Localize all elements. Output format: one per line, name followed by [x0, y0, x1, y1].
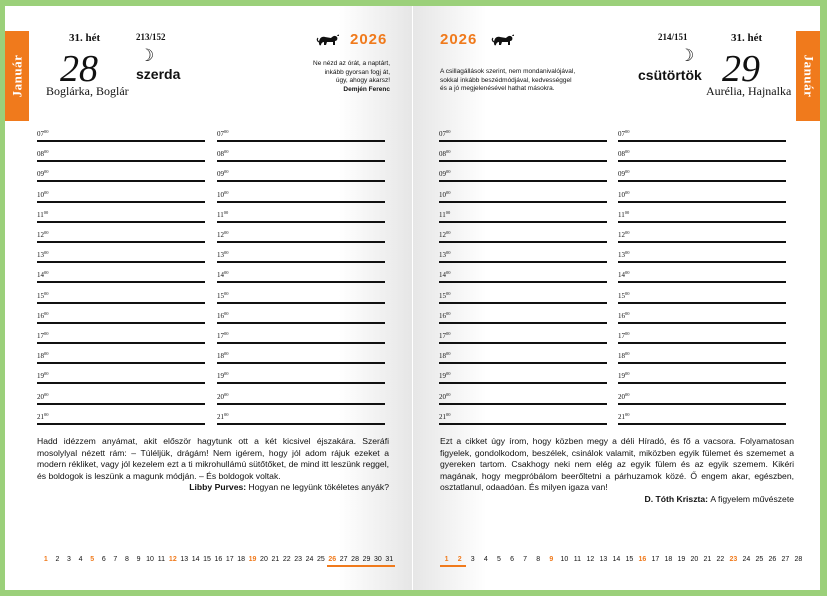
calendar-day[interactable]: 22 — [716, 556, 725, 563]
hour-label: $14^{00}$ — [439, 270, 451, 280]
calendar-day[interactable]: 20 — [260, 556, 268, 563]
calendar-day[interactable]: 20 — [690, 556, 699, 563]
day-number: 28 — [60, 48, 98, 90]
hour-label: $18^{00}$ — [439, 351, 451, 361]
hour-label: $09^{00}$ — [37, 169, 49, 179]
calendar-day[interactable]: 4 — [483, 556, 488, 563]
calendar-day[interactable]: 8 — [536, 556, 541, 563]
quote-line: inkább gyorsan fogj át, — [324, 68, 390, 76]
hour-slot[interactable] — [618, 304, 786, 324]
prose-book: A figyelem művészete — [710, 493, 794, 504]
hour-slot[interactable] — [439, 122, 607, 142]
hour-label: $18^{00}$ — [618, 351, 630, 361]
calendar-day[interactable]: 15 — [203, 556, 211, 563]
hour-slot[interactable] — [37, 284, 205, 304]
hour-label: $11^{00}$ — [618, 209, 630, 219]
calendar-day[interactable]: 24 — [305, 556, 314, 563]
calendar-day[interactable]: 29 — [361, 556, 372, 567]
hour-label: $18^{00}$ — [217, 351, 229, 361]
hour-label: $07^{00}$ — [37, 129, 49, 138]
hour-label: $13^{00}$ — [618, 250, 630, 260]
quote-line: sokkal inkább beszédmódjával, kedvességgel — [440, 76, 572, 84]
writing-line — [618, 423, 786, 425]
prose-passage — [440, 436, 794, 506]
calendar-day[interactable]: 11 — [157, 556, 166, 563]
hour-slot[interactable] — [439, 243, 607, 263]
hour-slot[interactable] — [217, 385, 385, 405]
hour-slot[interactable] — [37, 364, 205, 384]
calendar-day[interactable]: 1 — [440, 556, 453, 567]
hour-label: $16^{00}$ — [439, 310, 451, 320]
diary-spread — [5, 6, 820, 590]
quote-author: Demjén Ferenc — [343, 85, 390, 93]
hour-label: $16^{00}$ — [618, 310, 630, 320]
hour-slot[interactable] — [439, 183, 607, 203]
hour-slot[interactable] — [439, 304, 607, 324]
hour-label: $21^{00}$ — [439, 411, 451, 421]
calendar-day[interactable]: 10 — [560, 556, 569, 563]
hour-slot[interactable] — [37, 142, 205, 162]
calendar-day[interactable]: 5 — [90, 556, 95, 563]
calendar-day[interactable]: 11 — [573, 556, 581, 563]
calendar-day[interactable]: 4 — [78, 556, 83, 563]
hour-slot[interactable] — [217, 203, 385, 223]
calendar-day[interactable]: 12 — [586, 556, 595, 563]
hour-label: $17^{00}$ — [618, 331, 630, 340]
daily-quote — [440, 68, 575, 94]
hour-label: $12^{00}$ — [439, 230, 451, 239]
hour-slot[interactable] — [37, 183, 205, 203]
year-label: 2026 — [440, 31, 478, 48]
right-page — [413, 6, 820, 590]
hour-slot[interactable] — [37, 324, 205, 344]
hour-slot[interactable] — [618, 284, 786, 304]
hour-slot[interactable] — [217, 263, 385, 283]
hour-label: $20^{00}$ — [217, 391, 229, 401]
calendar-day[interactable]: 2 — [55, 556, 60, 563]
hour-slot[interactable] — [439, 223, 607, 243]
hour-slot[interactable] — [217, 364, 385, 384]
calendar-day[interactable]: 23 — [729, 556, 738, 563]
calendar-day[interactable]: 8 — [125, 556, 129, 563]
hour-label: $14^{00}$ — [618, 270, 630, 280]
week-label: 31. hét — [69, 32, 101, 44]
hour-label: $19^{00}$ — [618, 371, 630, 381]
calendar-day[interactable]: 17 — [225, 556, 234, 563]
hour-slot[interactable] — [618, 405, 786, 425]
hour-label: $17^{00}$ — [37, 331, 49, 340]
month-calendar-strip — [440, 556, 805, 567]
calendar-day[interactable]: 7 — [113, 556, 118, 563]
hour-slot[interactable] — [37, 243, 205, 263]
hour-slot[interactable] — [618, 263, 786, 283]
weekday: csütörtök — [638, 67, 702, 83]
hour-label: $13^{00}$ — [217, 250, 229, 260]
week-label: 31. hét — [731, 32, 763, 44]
calendar-day[interactable]: 18 — [237, 556, 246, 563]
prose-book: Hogyan ne legyünk tökéletes anyák? — [248, 482, 389, 493]
writing-line — [37, 423, 205, 425]
hour-slot[interactable] — [618, 364, 786, 384]
hour-slot[interactable] — [37, 385, 205, 405]
hour-label: $18^{00}$ — [37, 351, 49, 361]
hour-label: $09^{00}$ — [618, 169, 630, 179]
hour-label: $16^{00}$ — [37, 310, 49, 320]
calendar-day[interactable]: 14 — [612, 556, 621, 563]
prose-author: Libby Purves: — [189, 482, 247, 493]
hour-label: $19^{00}$ — [37, 371, 49, 381]
hour-slot[interactable] — [217, 122, 385, 142]
hour-label: $17^{00}$ — [439, 331, 451, 340]
calendar-day[interactable]: 27 — [781, 556, 790, 563]
hour-label: $13^{00}$ — [439, 250, 451, 260]
hour-label: $08^{00}$ — [37, 149, 49, 159]
calendar-day[interactable]: 7 — [523, 556, 528, 563]
calendar-day[interactable]: 5 — [496, 556, 501, 563]
weekday: szerda — [136, 66, 181, 82]
hour-slot[interactable] — [618, 142, 786, 162]
hour-slot[interactable] — [37, 304, 205, 324]
prose-source — [440, 494, 794, 506]
hour-label: $15^{00}$ — [439, 290, 451, 300]
hour-slot[interactable] — [217, 162, 385, 182]
hour-slot[interactable] — [439, 385, 607, 405]
lion-icon — [491, 30, 515, 48]
calendar-day[interactable]: 1 — [43, 556, 48, 563]
hour-slot[interactable] — [439, 162, 607, 182]
calendar-day[interactable]: 19 — [248, 556, 257, 563]
hour-label: $10^{00}$ — [618, 189, 630, 199]
calendar-day[interactable]: 25 — [755, 556, 764, 563]
hour-label: $14^{00}$ — [217, 270, 229, 280]
hour-slot[interactable] — [37, 223, 205, 243]
hour-slot[interactable] — [37, 405, 205, 425]
hour-label: $09^{00}$ — [439, 169, 451, 179]
hour-label: $14^{00}$ — [37, 270, 49, 280]
calendar-day[interactable]: 6 — [510, 556, 514, 563]
hour-label: $12^{00}$ — [37, 230, 49, 239]
calendar-day[interactable]: 9 — [549, 556, 554, 563]
hour-label: $10^{00}$ — [439, 189, 451, 199]
hour-label: $11^{00}$ — [439, 209, 451, 219]
crescent-moon-icon: ☽ — [679, 46, 695, 66]
hour-label: $15^{00}$ — [217, 290, 229, 300]
name-days: Boglárka, Boglár — [46, 84, 129, 98]
daily-quote — [313, 60, 390, 94]
crescent-moon-icon: ☽ — [139, 46, 155, 66]
hour-label: $20^{00}$ — [618, 391, 630, 401]
hour-slot[interactable] — [217, 405, 385, 425]
calendar-day[interactable]: 9 — [136, 556, 141, 563]
calendar-day[interactable]: 15 — [625, 556, 634, 563]
hour-slot[interactable] — [217, 142, 385, 162]
calendar-day[interactable]: 10 — [146, 556, 154, 563]
lion-icon — [316, 30, 340, 48]
day-of-year: 213/152 — [136, 32, 166, 42]
day-number: 29 — [722, 48, 760, 90]
hour-label: $15^{00}$ — [618, 290, 630, 300]
calendar-day[interactable]: 6 — [101, 556, 106, 563]
hour-slot[interactable] — [37, 162, 205, 182]
hour-slot[interactable] — [37, 122, 205, 142]
calendar-day[interactable]: 26 — [327, 556, 338, 567]
hour-label: $10^{00}$ — [217, 189, 229, 199]
hour-slot[interactable] — [217, 223, 385, 243]
hour-slot[interactable] — [618, 243, 786, 263]
writing-line — [439, 423, 607, 425]
hour-slot[interactable] — [618, 344, 786, 364]
quote-line: és a jó megjelenésével hathat másokra. — [440, 85, 555, 92]
calendar-day[interactable]: 3 — [67, 556, 71, 563]
hour-label: $11^{00}$ — [217, 209, 229, 219]
hour-slot[interactable] — [618, 223, 786, 243]
year-label: 2026 — [350, 31, 388, 48]
writing-line — [217, 423, 385, 425]
hour-slot[interactable] — [618, 183, 786, 203]
hour-slot[interactable] — [37, 203, 205, 223]
quote-line: Ne nézd az órát, a naptárt, — [313, 60, 390, 67]
calendar-day[interactable]: 30 — [372, 556, 383, 567]
calendar-day[interactable]: 17 — [651, 556, 660, 563]
month-tab-label: Január — [9, 54, 25, 98]
prose-source — [37, 482, 389, 494]
calendar-day[interactable]: 19 — [677, 556, 686, 563]
hour-label: $19^{00}$ — [439, 371, 451, 381]
calendar-day[interactable]: 27 — [338, 556, 349, 567]
calendar-day[interactable]: 21 — [703, 556, 712, 563]
hour-label: $11^{00}$ — [37, 209, 49, 219]
hour-slot[interactable] — [618, 162, 786, 182]
hour-label: $21^{00}$ — [618, 411, 630, 421]
month-tab-left[interactable] — [5, 31, 29, 121]
hour-slot[interactable] — [439, 142, 607, 162]
hour-label: $21^{00}$ — [217, 411, 229, 421]
hour-slot[interactable] — [439, 284, 607, 304]
hour-label: $08^{00}$ — [439, 149, 451, 159]
hour-label: $20^{00}$ — [439, 391, 451, 401]
calendar-day[interactable]: 2 — [453, 556, 466, 567]
hour-slot[interactable] — [439, 344, 607, 364]
calendar-day[interactable]: 22 — [282, 556, 291, 563]
day-of-year: 214/151 — [658, 32, 688, 42]
hour-label: $08^{00}$ — [217, 149, 229, 159]
prose-author: D. Tóth Kriszta: — [644, 493, 709, 504]
hour-label: $15^{00}$ — [37, 290, 49, 300]
hour-slot[interactable] — [618, 385, 786, 405]
calendar-day[interactable]: 21 — [271, 556, 280, 563]
hour-label: $13^{00}$ — [37, 250, 49, 260]
calendar-day[interactable]: 16 — [214, 556, 223, 563]
calendar-day[interactable]: 18 — [664, 556, 673, 563]
hour-slot[interactable] — [618, 324, 786, 344]
calendar-day[interactable]: 31 — [384, 556, 395, 567]
hour-slot[interactable] — [439, 364, 607, 384]
hour-slot[interactable] — [439, 324, 607, 344]
hour-slot[interactable] — [217, 304, 385, 324]
calendar-day[interactable]: 26 — [768, 556, 777, 563]
calendar-day[interactable]: 12 — [168, 556, 177, 563]
hour-slot[interactable] — [439, 405, 607, 425]
hour-slot[interactable] — [618, 203, 786, 223]
month-tab-right[interactable] — [796, 31, 820, 121]
hour-slot[interactable] — [217, 183, 385, 203]
prose-passage — [37, 436, 389, 494]
hour-label: $21^{00}$ — [37, 411, 49, 421]
calendar-day[interactable]: 23 — [294, 556, 303, 563]
hour-label: $12^{00}$ — [217, 230, 229, 239]
hour-label: $16^{00}$ — [217, 310, 229, 320]
hour-label: $08^{00}$ — [618, 149, 630, 159]
hour-slot[interactable] — [217, 284, 385, 304]
hour-label: $07^{00}$ — [618, 129, 630, 138]
quote-line: A csillagállások szerint, nem mondanivalójával, — [440, 68, 576, 75]
hour-slot[interactable] — [618, 122, 786, 142]
hour-label: $19^{00}$ — [217, 371, 229, 381]
hour-label: $10^{00}$ — [37, 189, 49, 199]
hour-label: $07^{00}$ — [439, 129, 451, 138]
calendar-day[interactable]: 3 — [470, 556, 475, 563]
calendar-day[interactable]: 16 — [638, 556, 647, 563]
hour-slot[interactable] — [217, 344, 385, 364]
hour-label: $07^{00}$ — [217, 129, 229, 138]
calendar-day[interactable]: 13 — [180, 556, 189, 563]
calendar-day[interactable]: 25 — [317, 556, 325, 563]
hour-slot[interactable] — [217, 243, 385, 263]
calendar-day[interactable]: 14 — [191, 556, 200, 563]
prose-text: Hadd idézzem anyámat, akit először hagytunk ott a két kicsivel éjszakára. Szeráfi mosolylyal nézett rám: – Túléljük, drágám! Nem igérem, hogy jól adom rájuk ezeket a modern rékliket, vagy jól kezelem ezt a ti mikrohullámú sütőtőket, de mind itt leszünk reggel, és boldogok is leszünk a magunk módján. – És boldogok voltak. — [37, 436, 389, 481]
hour-label: $20^{00}$ — [37, 391, 49, 401]
hour-label: $12^{00}$ — [618, 230, 630, 239]
calendar-day[interactable]: 13 — [599, 556, 608, 563]
hour-label: $17^{00}$ — [217, 331, 229, 340]
name-days: Aurélia, Hajnalka — [706, 84, 792, 98]
calendar-day[interactable]: 28 — [794, 556, 803, 563]
hour-label: $09^{00}$ — [217, 169, 229, 179]
hour-slot[interactable] — [217, 324, 385, 344]
calendar-day[interactable]: 28 — [349, 556, 360, 567]
prose-text: Ezt a cikket úgy írom, hogy közben megy a déli Híradó, és fő a vacsora. Folyamatosan figyelek, gondolkodom, beszélek, csinálok valamit, miközben egyik fülemet és szememet a gyereken tartom. Csakhogy neki nem elég az egyik fülem és az egyik szemem. Kikéri magának, hogy megpróbálom beerőltetni a párhuzamok közé. Ő engem akar, egészben, osztatlanul, odaadóan. És milyen igaza van! — [440, 436, 794, 493]
month-calendar-strip — [40, 556, 395, 567]
hour-slot[interactable] — [439, 263, 607, 283]
hour-slot[interactable] — [439, 203, 607, 223]
left-page — [5, 6, 412, 590]
month-tab-label: Január — [801, 54, 817, 98]
hour-slot[interactable] — [37, 344, 205, 364]
quote-line: úgy, ahogy akarsz! — [335, 77, 390, 84]
calendar-day[interactable]: 24 — [742, 556, 751, 563]
hour-slot[interactable] — [37, 263, 205, 283]
